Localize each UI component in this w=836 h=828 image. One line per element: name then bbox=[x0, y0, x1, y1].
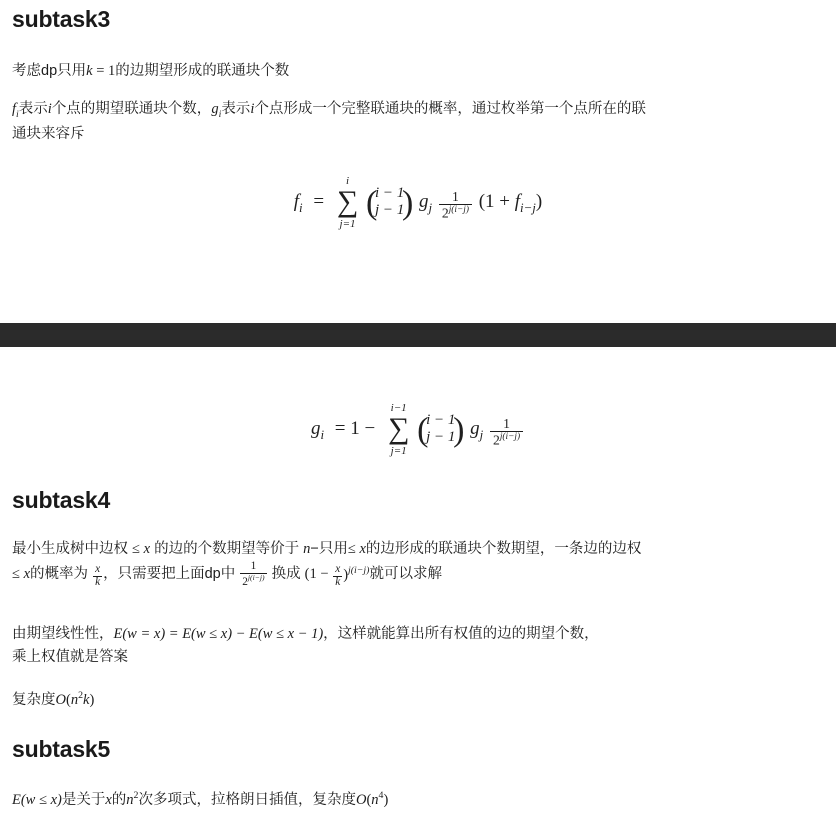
text-run: 个点形成一个完整联通块的概率，通过枚举第一个点所在的联 bbox=[254, 101, 646, 117]
fraction-one-over-two-power: $\frac{1}{2^{j(i-j)}}$ bbox=[242, 560, 265, 589]
fraction-numerator: 1 bbox=[451, 188, 459, 204]
text-run: ，这样就能算出所有权值的边的期望个数， bbox=[323, 626, 599, 642]
math-f-i: $f_i$ bbox=[12, 101, 19, 120]
fraction-denominator: $2^{j(i-j)}$ bbox=[490, 431, 523, 448]
equation-relation: = bbox=[313, 190, 325, 212]
equation-tail-close: ) bbox=[535, 190, 543, 212]
fraction-x-over-k: $\frac{x}{k}$ bbox=[95, 563, 101, 589]
math-one: 1 bbox=[108, 63, 116, 79]
text-run: 的边形成的联通块个数期望，一条边的边权 bbox=[365, 541, 642, 557]
heading-subtask3: subtask3 bbox=[12, 6, 111, 32]
paragraph-subtask3-intro bbox=[12, 60, 812, 83]
equation-factor-g: $g_j$ bbox=[470, 417, 484, 442]
paragraph-subtask4-complexity bbox=[12, 688, 824, 712]
paragraph-subtask4-mst bbox=[12, 538, 824, 589]
slide-divider-bar bbox=[0, 323, 836, 347]
text-run: 表示 bbox=[18, 101, 48, 117]
text-run: ，只需要把上面dp中 bbox=[103, 566, 240, 583]
math-le-3: ≤ bbox=[12, 566, 24, 583]
fraction-x-over-k-2: $\frac{x}{k}$ bbox=[335, 563, 341, 589]
text-run: 次多项式，拉格朗日插值，复杂度 bbox=[138, 791, 356, 808]
sum-upper-limit: i−1 bbox=[390, 402, 407, 415]
text-run: 由期望线性性， bbox=[12, 626, 114, 642]
fraction-one-over-power bbox=[439, 189, 472, 221]
math-le: ≤ bbox=[132, 541, 144, 557]
math-x-var: x bbox=[105, 791, 112, 808]
paragraph-subtask4-linearity bbox=[12, 623, 824, 670]
math-n-squared: $n^2$ bbox=[126, 790, 139, 808]
text-run: 的边的个数期望等价于 bbox=[150, 541, 304, 557]
math-paren-close: )$^{j(i-j)}$ bbox=[343, 564, 370, 583]
math-g-i: $g_i$ bbox=[211, 101, 222, 120]
fraction-numerator: 1 bbox=[503, 415, 510, 431]
equation-g-display bbox=[0, 402, 836, 458]
text-run: 是关于 bbox=[61, 791, 106, 808]
text-run: 的边期望形成的联通块个数 bbox=[115, 63, 290, 79]
text-run: 通块来容斥 bbox=[12, 125, 85, 142]
binomial-top: i − 1 bbox=[374, 185, 405, 201]
equation-tail-f: $f_{i-j}$ bbox=[514, 190, 536, 215]
math-complexity: $O(n^2k)$ bbox=[55, 690, 95, 708]
text-run: 表示 bbox=[221, 101, 251, 117]
paren-right: ) bbox=[453, 411, 465, 449]
math-i-2: i bbox=[250, 101, 255, 117]
math-x-3: x bbox=[23, 566, 31, 583]
text-run: 考虑dp只用 bbox=[12, 63, 87, 79]
math-x-2: x bbox=[359, 541, 366, 557]
fraction-one-over-power bbox=[490, 416, 523, 448]
text-run: 乘上权值就是答案 bbox=[12, 649, 128, 666]
paragraph-subtask3-definitions bbox=[12, 98, 824, 146]
equation-factor-g: $g_j$ bbox=[419, 190, 433, 215]
text-run: 的 bbox=[111, 791, 127, 808]
sum-lower-limit: j=1 bbox=[339, 218, 356, 231]
math-complexity-n4: $O(n^4)$ bbox=[355, 790, 389, 808]
binomial-bottom: j − 1 bbox=[426, 429, 456, 446]
paren-left: ( bbox=[417, 411, 429, 449]
paragraph-subtask5-lagrange bbox=[12, 788, 824, 812]
heading-subtask4: subtask4 bbox=[12, 487, 111, 513]
math-equals: = bbox=[92, 63, 109, 79]
text-run: 最小生成树中边权 bbox=[12, 541, 133, 557]
math-i: i bbox=[47, 101, 52, 117]
math-paren-open: (1 − bbox=[304, 566, 333, 583]
equation-f-display bbox=[0, 175, 836, 231]
equation-lhs: $f_i$ bbox=[293, 190, 303, 215]
math-expectation-identity: E(w = x) = E(w ≤ x) − E(w ≤ x − 1) bbox=[113, 626, 324, 642]
sum-upper-limit: i bbox=[346, 175, 350, 188]
sigma-glyph: ∑ bbox=[387, 412, 410, 446]
heading-subtask5: subtask5 bbox=[12, 736, 111, 762]
summation-operator bbox=[336, 175, 359, 231]
sum-lower-limit: j=1 bbox=[390, 445, 407, 458]
summation-operator bbox=[387, 402, 410, 458]
paren-right: ) bbox=[401, 184, 414, 222]
math-expectation-le-x: E(w ≤ x) bbox=[12, 791, 62, 808]
binomial-stack bbox=[375, 185, 404, 220]
equation-lhs: $g_i$ bbox=[310, 417, 325, 442]
math-k: k bbox=[86, 63, 93, 79]
fraction-denominator: $2^{j(i-j)}$ bbox=[439, 204, 472, 221]
equation-tail-open: (1 + bbox=[478, 190, 515, 212]
text-run: 个点的期望联通块个数， bbox=[51, 101, 212, 117]
text-run: 的概率为 bbox=[30, 566, 93, 583]
paren-left: ( bbox=[365, 184, 378, 222]
equation-relation: = 1 − bbox=[334, 417, 376, 439]
text-run: 换成 bbox=[267, 566, 305, 583]
math-le-2: ≤ bbox=[347, 541, 360, 557]
binomial-coefficient bbox=[366, 185, 413, 220]
math-x: x bbox=[143, 541, 151, 557]
binomial-stack bbox=[426, 412, 455, 447]
text-run: 复杂度 bbox=[12, 691, 56, 708]
text-run: −只用 bbox=[310, 541, 348, 557]
binomial-top: i − 1 bbox=[426, 412, 456, 428]
math-n: n bbox=[303, 541, 311, 557]
fraction-denominator: $2^{j(i-j)}$ bbox=[242, 573, 265, 589]
sigma-glyph: ∑ bbox=[336, 185, 359, 219]
binomial-bottom: j − 1 bbox=[374, 202, 405, 219]
binomial-coefficient bbox=[417, 412, 464, 447]
text-run: 就可以求解 bbox=[369, 566, 442, 583]
